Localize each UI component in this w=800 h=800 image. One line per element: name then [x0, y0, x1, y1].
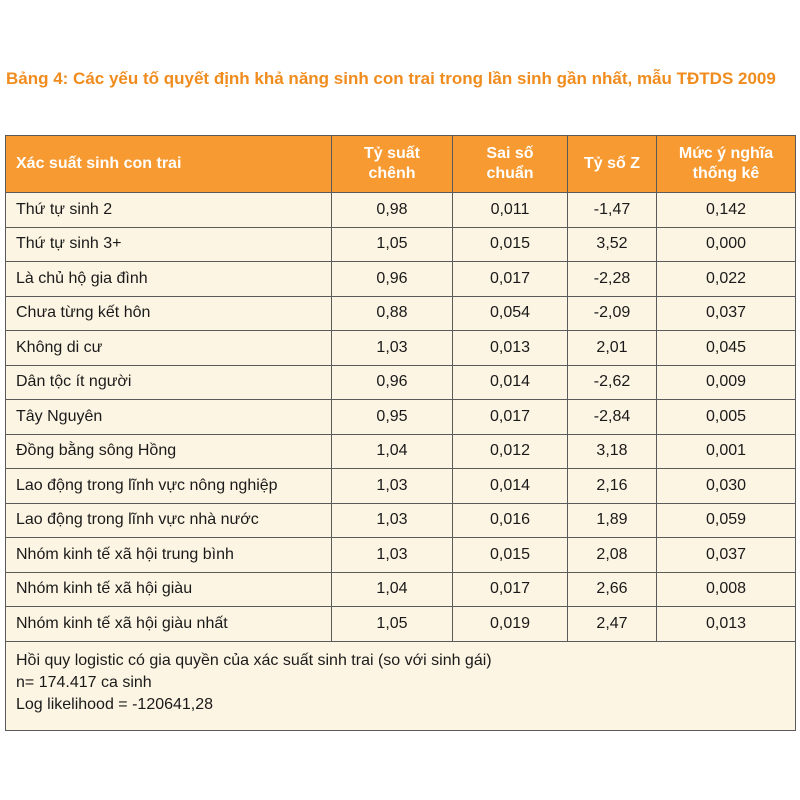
significance-cell: 0,013: [657, 607, 796, 642]
significance-cell: 0,037: [657, 296, 796, 331]
significance-cell: 0,005: [657, 400, 796, 435]
header-text-line: chênh: [368, 165, 416, 182]
table-row: [6, 331, 796, 366]
significance-cell: 0,030: [657, 469, 796, 504]
z-score-cell: 3,52: [568, 227, 657, 262]
standard-error-cell: 0,017: [453, 262, 568, 297]
row-label: Nhóm kinh tế xã hội giàu: [6, 572, 332, 607]
table-row: [6, 296, 796, 331]
header-odds-ratio: [332, 136, 453, 193]
header-variable: [6, 136, 332, 193]
odds-ratio-cell: 1,03: [332, 331, 453, 366]
header-standard-error: [453, 136, 568, 193]
odds-ratio-cell: 1,03: [332, 469, 453, 504]
standard-error-cell: 0,016: [453, 503, 568, 538]
standard-error-cell: 0,015: [453, 538, 568, 573]
row-label: Thứ tự sinh 2: [6, 193, 332, 228]
z-score-cell: 2,08: [568, 538, 657, 573]
footnote-line: Hồi quy logistic có gia quyền của xác suất sinh trai (so với sinh gái): [16, 651, 492, 669]
header-z-score: [568, 136, 657, 193]
significance-cell: 0,045: [657, 331, 796, 366]
header-text-line: thống kê: [692, 165, 760, 182]
z-score-cell: -2,28: [568, 262, 657, 297]
significance-cell: 0,009: [657, 365, 796, 400]
z-score-cell: -2,84: [568, 400, 657, 435]
data-table: [5, 135, 796, 731]
row-label: Là chủ hộ gia đình: [6, 262, 332, 297]
significance-cell: 0,059: [657, 503, 796, 538]
odds-ratio-cell: 0,96: [332, 365, 453, 400]
z-score-cell: 2,66: [568, 572, 657, 607]
standard-error-cell: 0,017: [453, 400, 568, 435]
z-score-cell: -1,47: [568, 193, 657, 228]
z-score-cell: 3,18: [568, 434, 657, 469]
table-body: [6, 193, 796, 642]
row-label: Không di cư: [6, 331, 332, 366]
odds-ratio-cell: 0,88: [332, 296, 453, 331]
row-label: Nhóm kinh tế xã hội trung bình: [6, 538, 332, 573]
significance-cell: 0,001: [657, 434, 796, 469]
odds-ratio-cell: 1,03: [332, 538, 453, 573]
table-row: [6, 503, 796, 538]
row-label: Tây Nguyên: [6, 400, 332, 435]
header-text-line: Xác suất sinh con trai: [16, 155, 182, 172]
significance-cell: 0,000: [657, 227, 796, 262]
table-row: [6, 434, 796, 469]
row-label: Lao động trong lĩnh vực nhà nước: [6, 503, 332, 538]
table-row: [6, 365, 796, 400]
table-row: [6, 227, 796, 262]
header-text-line: Tỷ số Z: [583, 155, 640, 172]
table-row: [6, 607, 796, 642]
z-score-cell: 1,89: [568, 503, 657, 538]
standard-error-cell: 0,017: [453, 572, 568, 607]
odds-ratio-cell: 1,03: [332, 503, 453, 538]
row-label: Lao động trong lĩnh vực nông nghiệp: [6, 469, 332, 504]
header-significance: [657, 136, 796, 193]
standard-error-cell: 0,014: [453, 365, 568, 400]
odds-ratio-cell: 1,05: [332, 607, 453, 642]
z-score-cell: 2,01: [568, 331, 657, 366]
table-row: [6, 262, 796, 297]
row-label: Đồng bằng sông Hồng: [6, 434, 332, 469]
table-row: [6, 193, 796, 228]
standard-error-cell: 0,015: [453, 227, 568, 262]
table-row: [6, 469, 796, 504]
footnote-line: n= 174.417 ca sinh: [16, 673, 152, 691]
z-score-cell: -2,09: [568, 296, 657, 331]
z-score-cell: 2,47: [568, 607, 657, 642]
standard-error-cell: 0,014: [453, 469, 568, 504]
table-header: [6, 136, 796, 193]
header-text-line: Mức ý nghĩa: [678, 145, 774, 162]
odds-ratio-cell: 0,95: [332, 400, 453, 435]
header-text-line: Sai số: [486, 145, 534, 162]
significance-cell: 0,008: [657, 572, 796, 607]
standard-error-cell: 0,013: [453, 331, 568, 366]
table-footnote: [6, 641, 796, 730]
standard-error-cell: 0,054: [453, 296, 568, 331]
table-caption: Bảng 4: Các yếu tố quyết định khả năng sinh con trai trong lần sinh gần nhất, mẫu TĐTDS 2009: [6, 69, 776, 88]
standard-error-cell: 0,012: [453, 434, 568, 469]
odds-ratio-cell: 0,96: [332, 262, 453, 297]
significance-cell: 0,022: [657, 262, 796, 297]
row-label: Thứ tự sinh 3+: [6, 227, 332, 262]
table-row: [6, 572, 796, 607]
odds-ratio-cell: 0,98: [332, 193, 453, 228]
table-row: [6, 400, 796, 435]
odds-ratio-cell: 1,04: [332, 434, 453, 469]
header-text-line: chuẩn: [486, 165, 534, 182]
row-label: Chưa từng kết hôn: [6, 296, 332, 331]
z-score-cell: 2,16: [568, 469, 657, 504]
table-footer: [6, 641, 796, 730]
odds-ratio-cell: 1,05: [332, 227, 453, 262]
standard-error-cell: 0,019: [453, 607, 568, 642]
odds-ratio-cell: 1,04: [332, 572, 453, 607]
table-row: [6, 538, 796, 573]
header-row: [6, 136, 796, 193]
standard-error-cell: 0,011: [453, 193, 568, 228]
z-score-cell: -2,62: [568, 365, 657, 400]
header-text-line: Tỷ suất: [363, 145, 420, 162]
row-label: Dân tộc ít người: [6, 365, 332, 400]
footnote-row: [6, 641, 796, 730]
significance-cell: 0,037: [657, 538, 796, 573]
row-label: Nhóm kinh tế xã hội giàu nhất: [6, 607, 332, 642]
significance-cell: 0,142: [657, 193, 796, 228]
footnote-line: Log likelihood = -120641,28: [16, 695, 214, 713]
